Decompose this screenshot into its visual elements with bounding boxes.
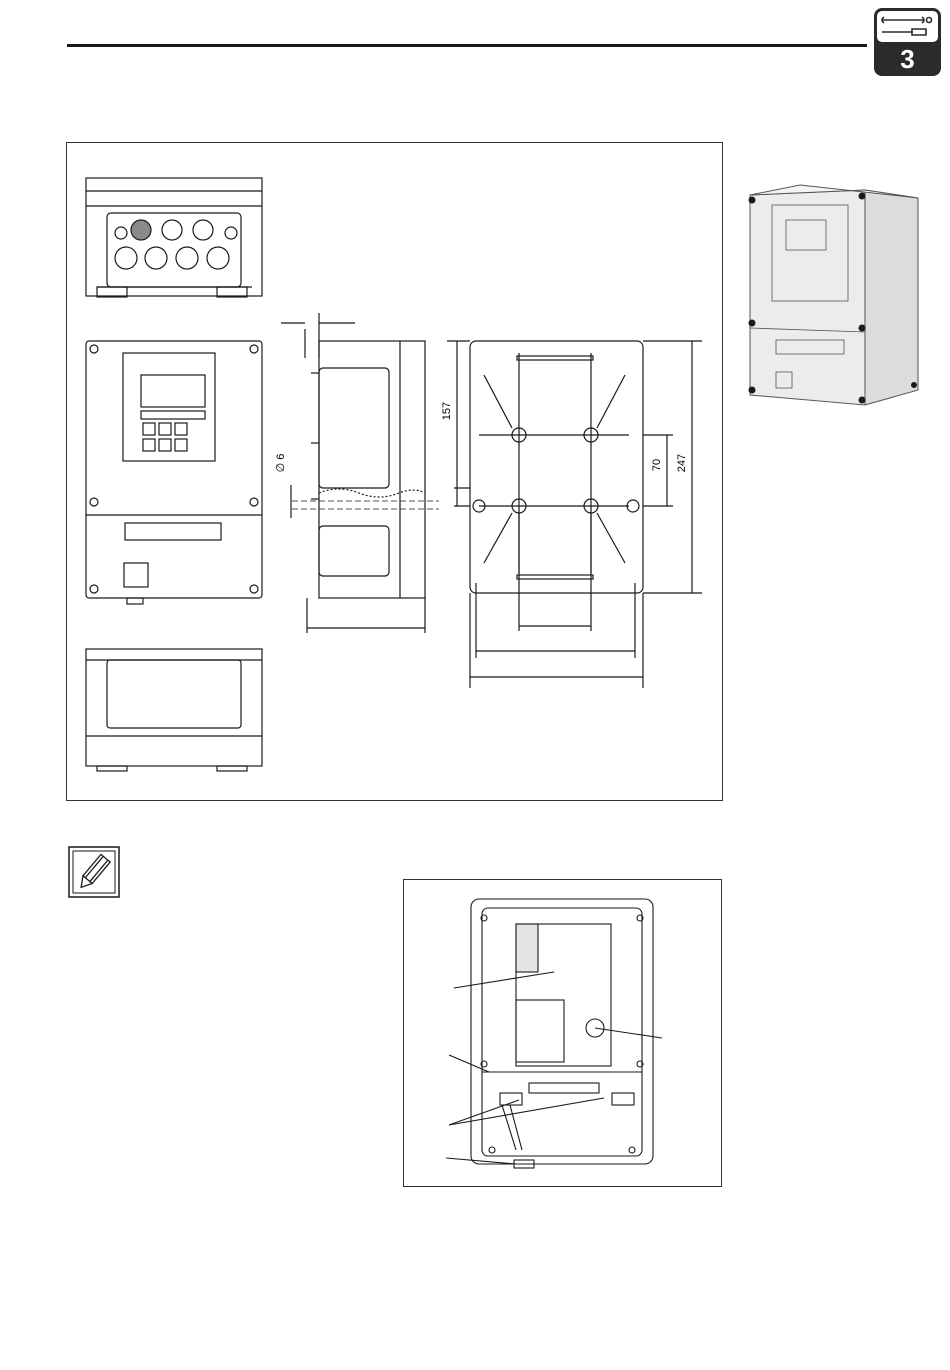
back-view: [447, 341, 702, 688]
side-view: [281, 313, 439, 633]
housing-interior-drawing: [404, 880, 721, 1186]
top-view: [86, 178, 262, 297]
pencil-note-icon: [68, 846, 120, 898]
header-rule: [67, 44, 867, 47]
dimension-70: 70: [651, 458, 663, 472]
dimension-157: 157: [441, 401, 453, 421]
product-photo: [740, 180, 940, 410]
bottom-view: [86, 649, 262, 771]
housing-interior-figure: [403, 879, 722, 1187]
dimension-drawing-figure: [66, 142, 723, 801]
chapter-number: 3: [900, 44, 915, 74]
dimension-diameter-6: ∅ 6: [275, 453, 287, 473]
dimension-drawing: [67, 143, 722, 800]
dimension-247: 247: [676, 453, 688, 473]
front-view: [86, 341, 262, 604]
